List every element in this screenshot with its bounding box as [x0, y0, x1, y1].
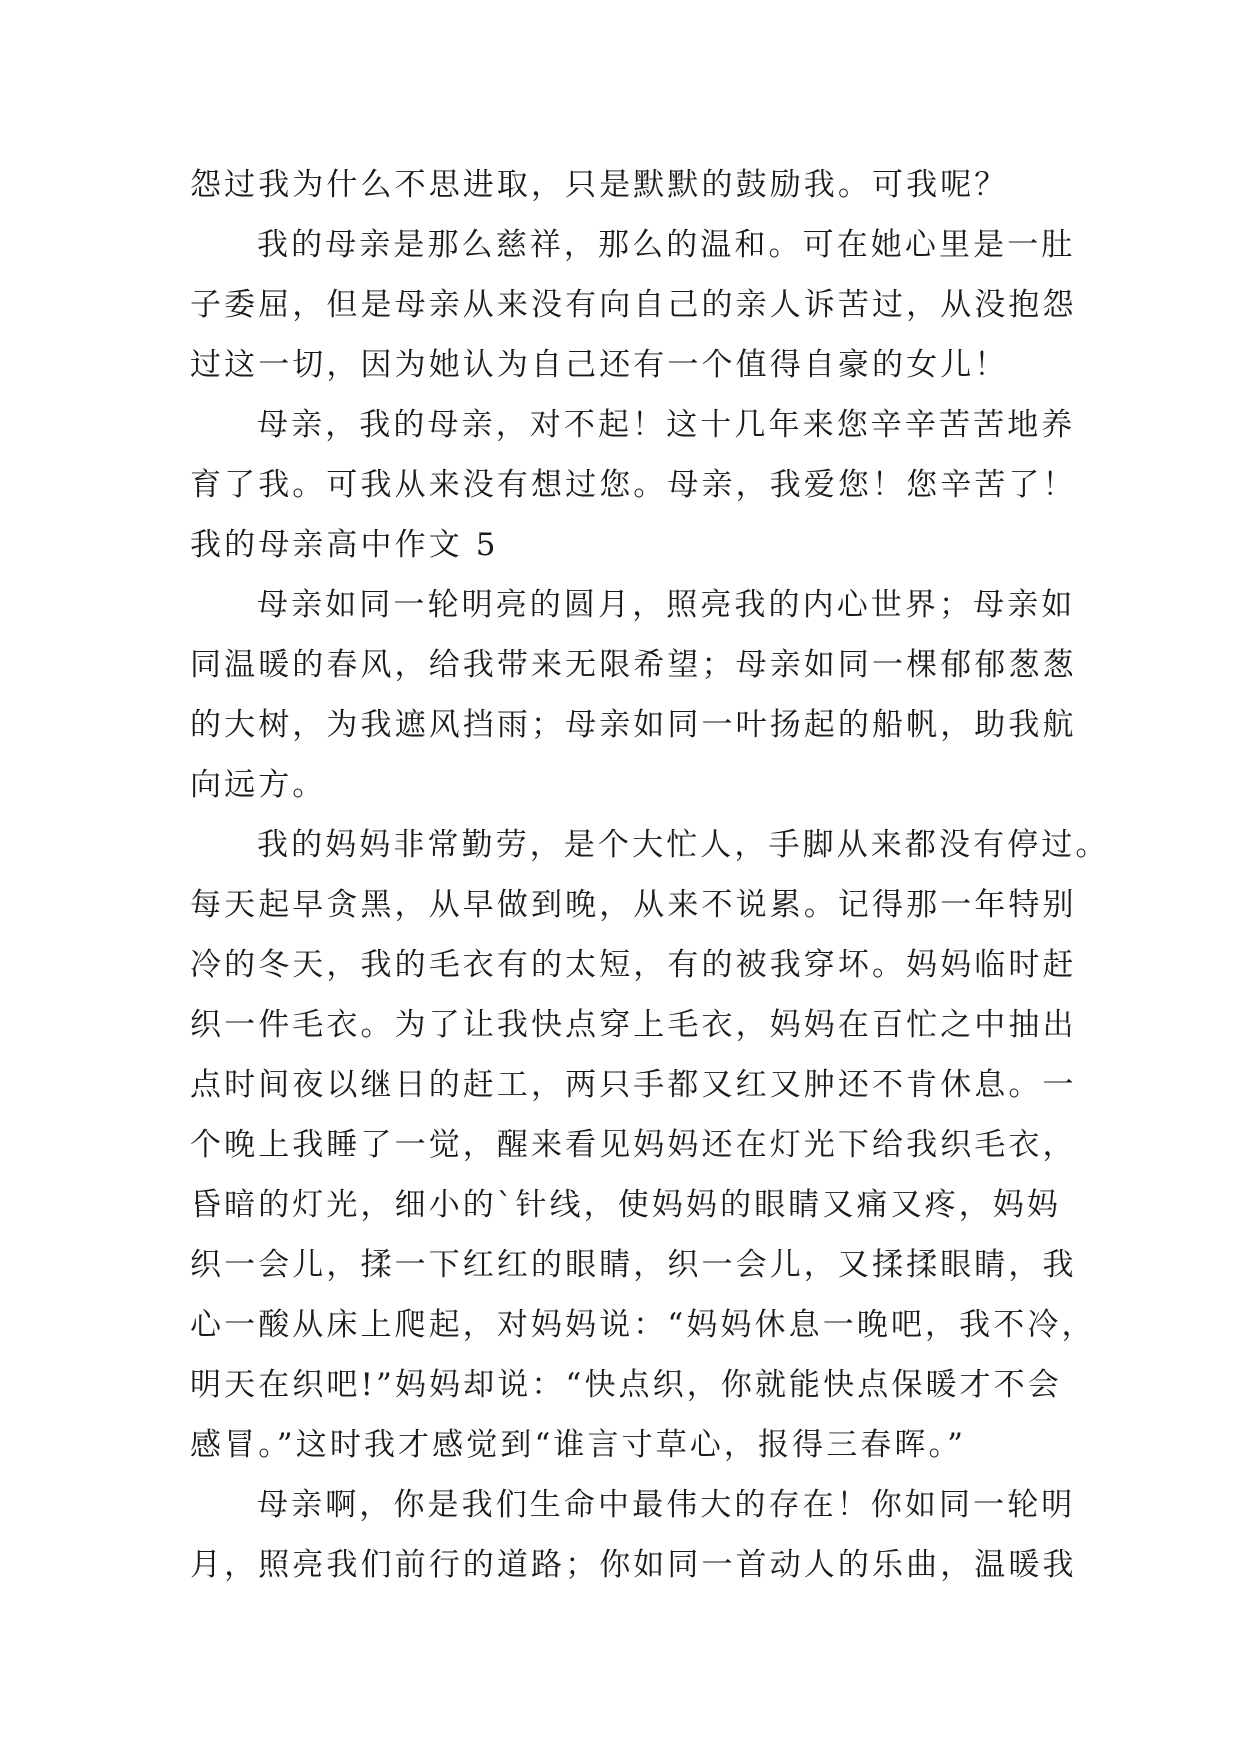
text-line: 明天在织吧!”妈妈却说：“快点织，你就能快点保暖才不会 [190, 1367, 1062, 1403]
text-line: 织一件毛衣。为了让我快点穿上毛衣，妈妈在百忙之中抽出 [190, 1007, 1077, 1043]
text-line: 心一酸从床上爬起，对妈妈说：“妈妈休息一晚吧，我不冷， [190, 1307, 1096, 1343]
text-line: 母亲啊，你是我们生命中最伟大的存在！你如同一轮明 [257, 1487, 1076, 1523]
section-heading: 我的母亲高中作文 5 [190, 527, 499, 563]
text-line: 感冒。”这时我才感觉到“谁言寸草心，报得三春晖。” [190, 1427, 967, 1463]
text-line: 我的母亲是那么慈祥，那么的温和。可在她心里是一肚 [257, 227, 1076, 263]
text-line: 过这一切，因为她认为自己还有一个值得自豪的女儿！ [190, 347, 1009, 383]
document-page [190, 155, 1110, 1595]
text-line: 子委屈，但是母亲从来没有向自己的亲人诉苦过，从没抱怨 [190, 287, 1077, 323]
text-line: 我的妈妈非常勤劳，是个大忙人，手脚从来都没有停过。 [257, 827, 1110, 863]
text-line: 的大树，为我遮风挡雨；母亲如同一叶扬起的船帆，助我航 [190, 707, 1077, 743]
text-line: 同温暖的春风，给我带来无限希望；母亲如同一棵郁郁葱葱 [190, 647, 1077, 683]
text-line: 育了我。可我从来没有想过您。母亲，我爱您！您辛苦了！ [190, 467, 1077, 503]
text-line: 母亲如同一轮明亮的圆月，照亮我的内心世界；母亲如 [257, 587, 1076, 623]
text-line: 月，照亮我们前行的道路；你如同一首动人的乐曲，温暖我 [190, 1547, 1077, 1583]
text-line: 向远方。 [190, 767, 327, 803]
text-line: 冷的冬天，我的毛衣有的太短，有的被我穿坏。妈妈临时赶 [190, 947, 1077, 983]
text-line: 每天起早贪黑，从早做到晚，从来不说累。记得那一年特别 [190, 887, 1077, 923]
text-line: 点时间夜以继日的赶工，两只手都又红又肿还不肯休息。一 [190, 1067, 1077, 1103]
text-line: 母亲，我的母亲，对不起！这十几年来您辛辛苦苦地养 [257, 407, 1076, 443]
text-line: 昏暗的灯光，细小的`针线，使妈妈的眼睛又痛又疼，妈妈 [190, 1187, 1062, 1223]
text-line: 织一会儿，揉一下红红的眼睛，织一会儿，又揉揉眼睛，我 [190, 1247, 1077, 1283]
text-line: 怨过我为什么不思进取，只是默默的鼓励我。可我呢？ [190, 167, 1009, 203]
text-line: 个晚上我睡了一觉，醒来看见妈妈还在灯光下给我织毛衣， [190, 1127, 1077, 1163]
